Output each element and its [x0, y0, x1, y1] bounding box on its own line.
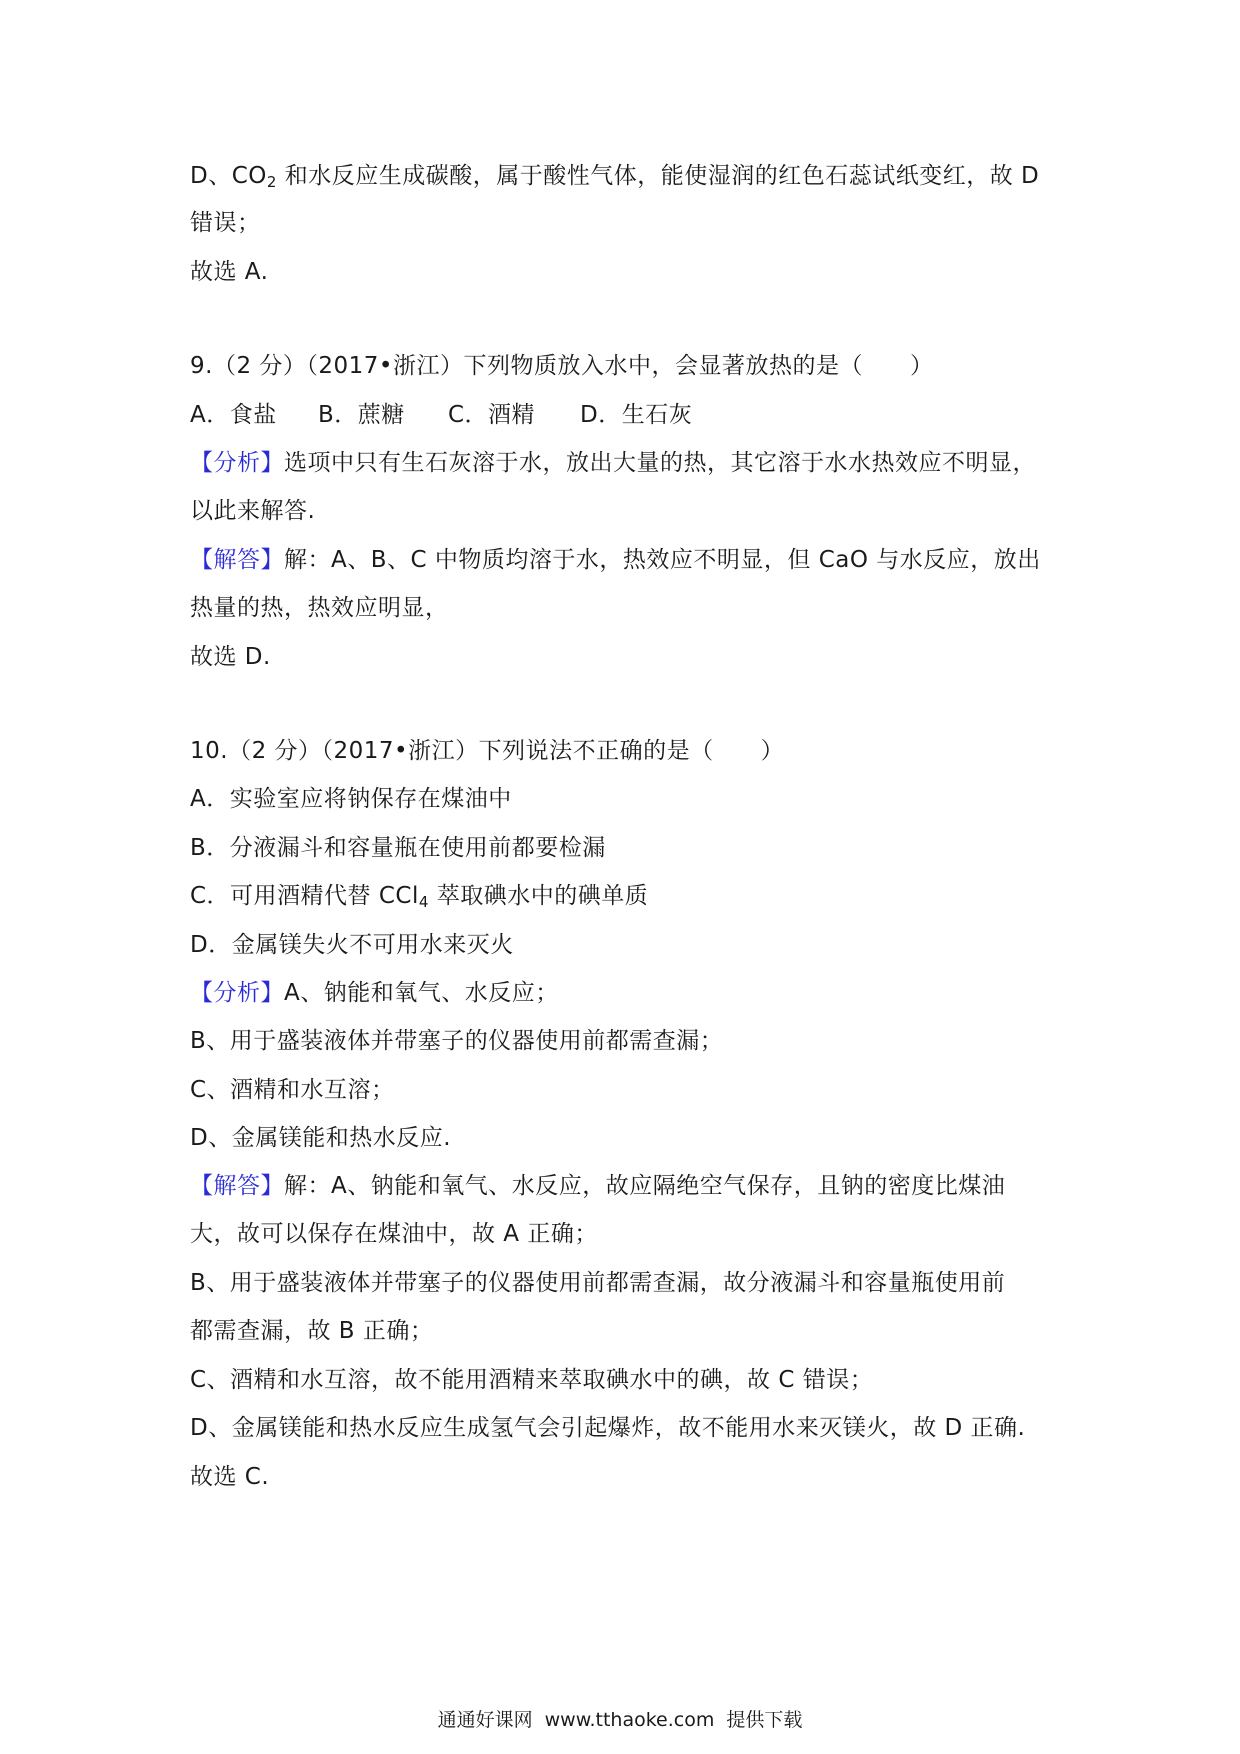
q9-option-d: D．生石灰	[580, 402, 693, 428]
q10-option-b: B．分液漏斗和容量瓶在使用前都要检漏	[190, 835, 606, 861]
q10-analysis-line-b: B、用于盛装液体并带塞子的仪器使用前都需查漏；	[190, 1028, 724, 1054]
q10-analysis-a-text: A、钠能和氧气、水反应；	[284, 980, 559, 1006]
q8-d-rest: 和水反应生成碳酸，属于酸性气体，能使湿润的红色石蕊试纸变红，故 D	[276, 163, 1040, 189]
footer-url-link[interactable]: www.tthaoke.com	[544, 1709, 715, 1731]
q9-option-c: C．酒精	[448, 402, 536, 428]
q9-solution-line1	[190, 544, 1041, 576]
q9-answer: 故选 D.	[190, 644, 271, 670]
q10-solution-line-d: D、金属镁能和热水反应生成氢气会引起爆炸，故不能用水来灭镁火，故 D 正确.	[190, 1415, 1026, 1441]
q9-option-a: A．食盐	[190, 402, 277, 428]
q8-d-subscript: 2	[266, 173, 277, 191]
q8-d-prefix: D、CO	[190, 163, 267, 189]
q8-option-d-line2: 错误；	[190, 210, 261, 236]
q10-solution-tag: 【解答】	[190, 1173, 284, 1199]
q9-solution-tag: 【解答】	[190, 547, 284, 573]
q10-analysis-line-c: C、酒精和水互溶；	[190, 1077, 395, 1103]
q10-c-subscript: 4	[418, 893, 429, 911]
q10-solution-line-a1	[190, 1170, 1005, 1202]
footer-note: 提供下载	[726, 1709, 803, 1731]
q10-analysis-tag: 【分析】	[190, 980, 284, 1006]
q10-solution-line-a2: 大，故可以保存在煤油中，故 A 正确；	[190, 1221, 598, 1247]
q10-answer: 故选 C.	[190, 1464, 270, 1490]
q9-analysis-line2: 以此来解答.	[190, 498, 316, 524]
q9-analysis-line1	[190, 447, 1036, 479]
q9-stem: 9.（2 分）（2017•浙江）下列物质放入水中，会显著放热的是（ ）	[190, 353, 934, 379]
footer-site-name: 通通好课网	[437, 1709, 533, 1731]
q10-analysis-line-a	[190, 977, 559, 1009]
q9-option-b: B．蔗糖	[318, 402, 405, 428]
q9-analysis-text: 选项中只有生石灰溶于水，放出大量的热，其它溶于水水热效应不明显，	[284, 450, 1036, 476]
q10-option-d: D．金属镁失火不可用水来灭火	[190, 932, 514, 958]
q10-solution-a1-text: 解：A、钠能和氧气、水反应，故应隔绝空气保存，且钠的密度比煤油	[284, 1173, 1006, 1199]
q10-c-prefix: C．可用酒精代替 CCl	[190, 883, 419, 909]
q10-stem: 10.（2 分）（2017•浙江）下列说法不正确的是（ ）	[190, 738, 785, 764]
q10-option-c	[190, 880, 648, 912]
q10-option-a: A．实验室应将钠保存在煤油中	[190, 786, 512, 812]
q10-solution-line-b1: B、用于盛装液体并带塞子的仪器使用前都需查漏，故分液漏斗和容量瓶使用前	[190, 1270, 1006, 1296]
q8-option-d-line1	[190, 160, 1039, 192]
q9-options	[190, 399, 692, 431]
q9-solution-text: 解：A、B、C 中物质均溶于水，热效应不明显，但 CaO 与水反应，放出	[284, 547, 1041, 573]
q9-solution-line2: 热量的热，热效应明显，	[190, 595, 449, 621]
q10-c-rest: 萃取碘水中的碘单质	[428, 883, 649, 909]
page-footer	[0, 1706, 1240, 1734]
q8-answer: 故选 A.	[190, 259, 269, 285]
q10-solution-line-b2: 都需查漏，故 B 正确；	[190, 1318, 434, 1344]
q9-analysis-tag: 【分析】	[190, 450, 284, 476]
q10-analysis-line-d: D、金属镁能和热水反应.	[190, 1125, 452, 1151]
q10-solution-line-c: C、酒精和水互溶，故不能用酒精来萃取碘水中的碘，故 C 错误；	[190, 1367, 874, 1393]
